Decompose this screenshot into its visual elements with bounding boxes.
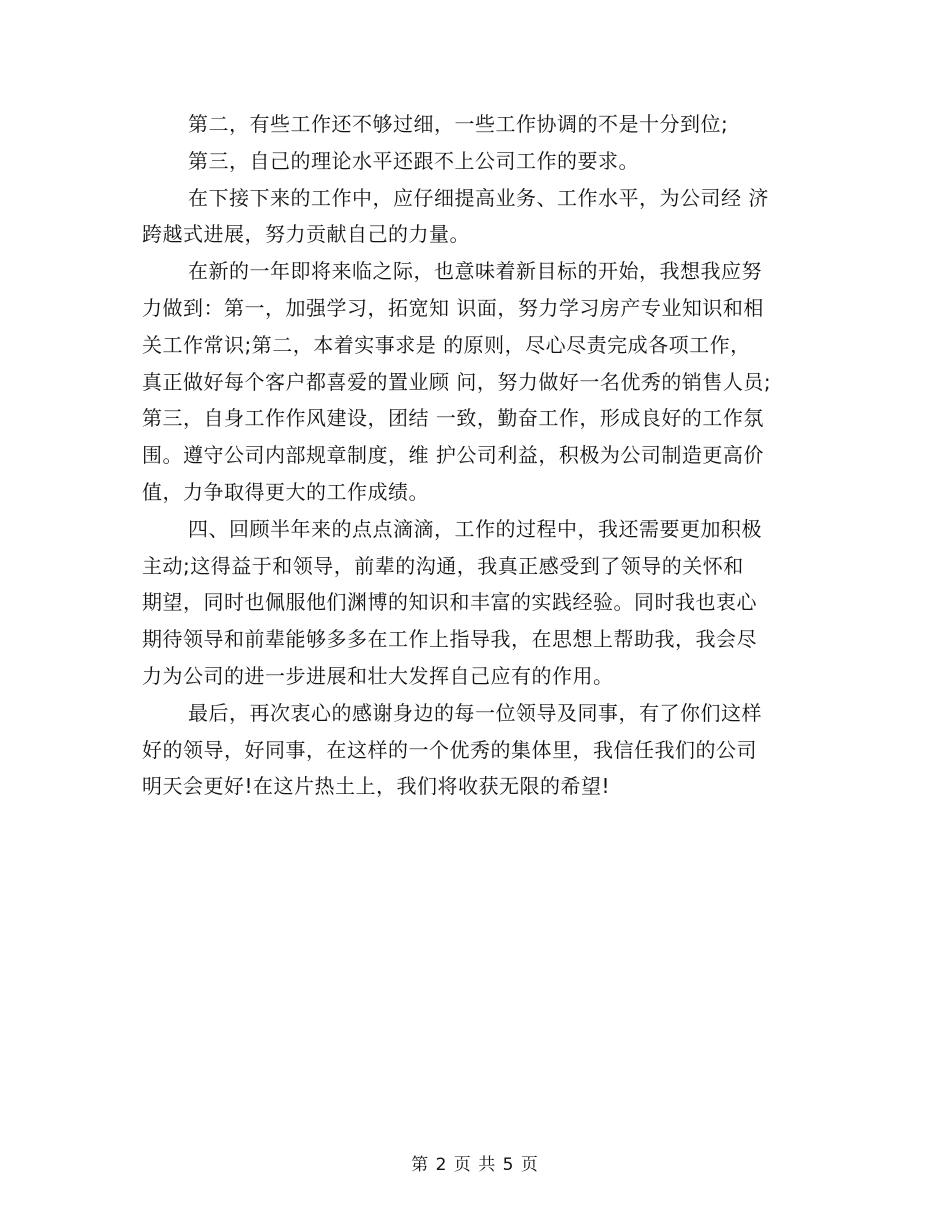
text-line: 在新的一年即将来临之际，也意味着新目标的开始，我想我应努 [188, 259, 762, 284]
paragraph-review [142, 511, 822, 695]
text-line: 围。遵守公司内部规章制度，维 护公司利益，积极为公司制造更高价 [142, 443, 764, 468]
text-line: 值，力争取得更大的工作成绩。 [142, 479, 429, 504]
text-line: 期望，同时也佩服他们渊博的知识和丰富的实践经验。同时我也衷心 [142, 590, 757, 615]
paragraph-next-work [142, 180, 822, 254]
document-body [142, 106, 822, 805]
page-number-footer: 第 2 页 共 5 页 [411, 1155, 539, 1175]
text-line: 在下接下来的工作中，应仔细提高业务、工作水平，为公司经 济 [188, 185, 769, 210]
text-line: 第三，自身工作作风建设，团结 一致，勤奋工作，形成良好的工作氛 [142, 406, 764, 431]
text-line: 最后，再次衷心的感谢身边的每一位领导及同事，有了你们这样 [188, 700, 762, 725]
paragraph-second-issue [142, 106, 822, 143]
text-line: 期待领导和前辈能够多多在工作上指导我，在思想上帮助我，我会尽 [142, 627, 757, 652]
text-line: 真正做好每个客户都喜爱的置业顾 问，努力做好一名优秀的销售人员; [142, 369, 772, 394]
paragraph-third-issue [142, 143, 822, 180]
text-line: 第三，自己的理论水平还跟不上公司工作的要求。 [188, 148, 639, 173]
text-line: 跨越式进展，努力贡献自己的力量。 [142, 222, 470, 247]
paragraph-closing [142, 695, 822, 805]
text-line: 好的领导，好同事，在这样的一个优秀的集体里，我信任我们的公司 [142, 737, 757, 762]
text-line: 四、回顾半年来的点点滴滴，工作的过程中，我还需要更加积极 [188, 516, 762, 541]
text-line: 力做到：第一，加强学习，拓宽知 识面，努力学习房产专业知识和相 [142, 295, 764, 320]
text-line: 主动;这得益于和领导，前辈的沟通，我真正感受到了领导的关怀和 [142, 553, 744, 578]
text-line: 关工作常识;第二，本着实事求是 的原则，尽心尽责完成各项工作， [142, 332, 751, 357]
text-line: 力为公司的进一步进展和壮大发挥自己应有的作用。 [142, 663, 614, 688]
text-line: 明天会更好!在这片热土上，我们将收获无限的希望! [142, 774, 611, 799]
text-line: 第二，有些工作还不够过细，一些工作协调的不是十分到位; [188, 112, 729, 136]
paragraph-new-year-goals [142, 253, 822, 511]
